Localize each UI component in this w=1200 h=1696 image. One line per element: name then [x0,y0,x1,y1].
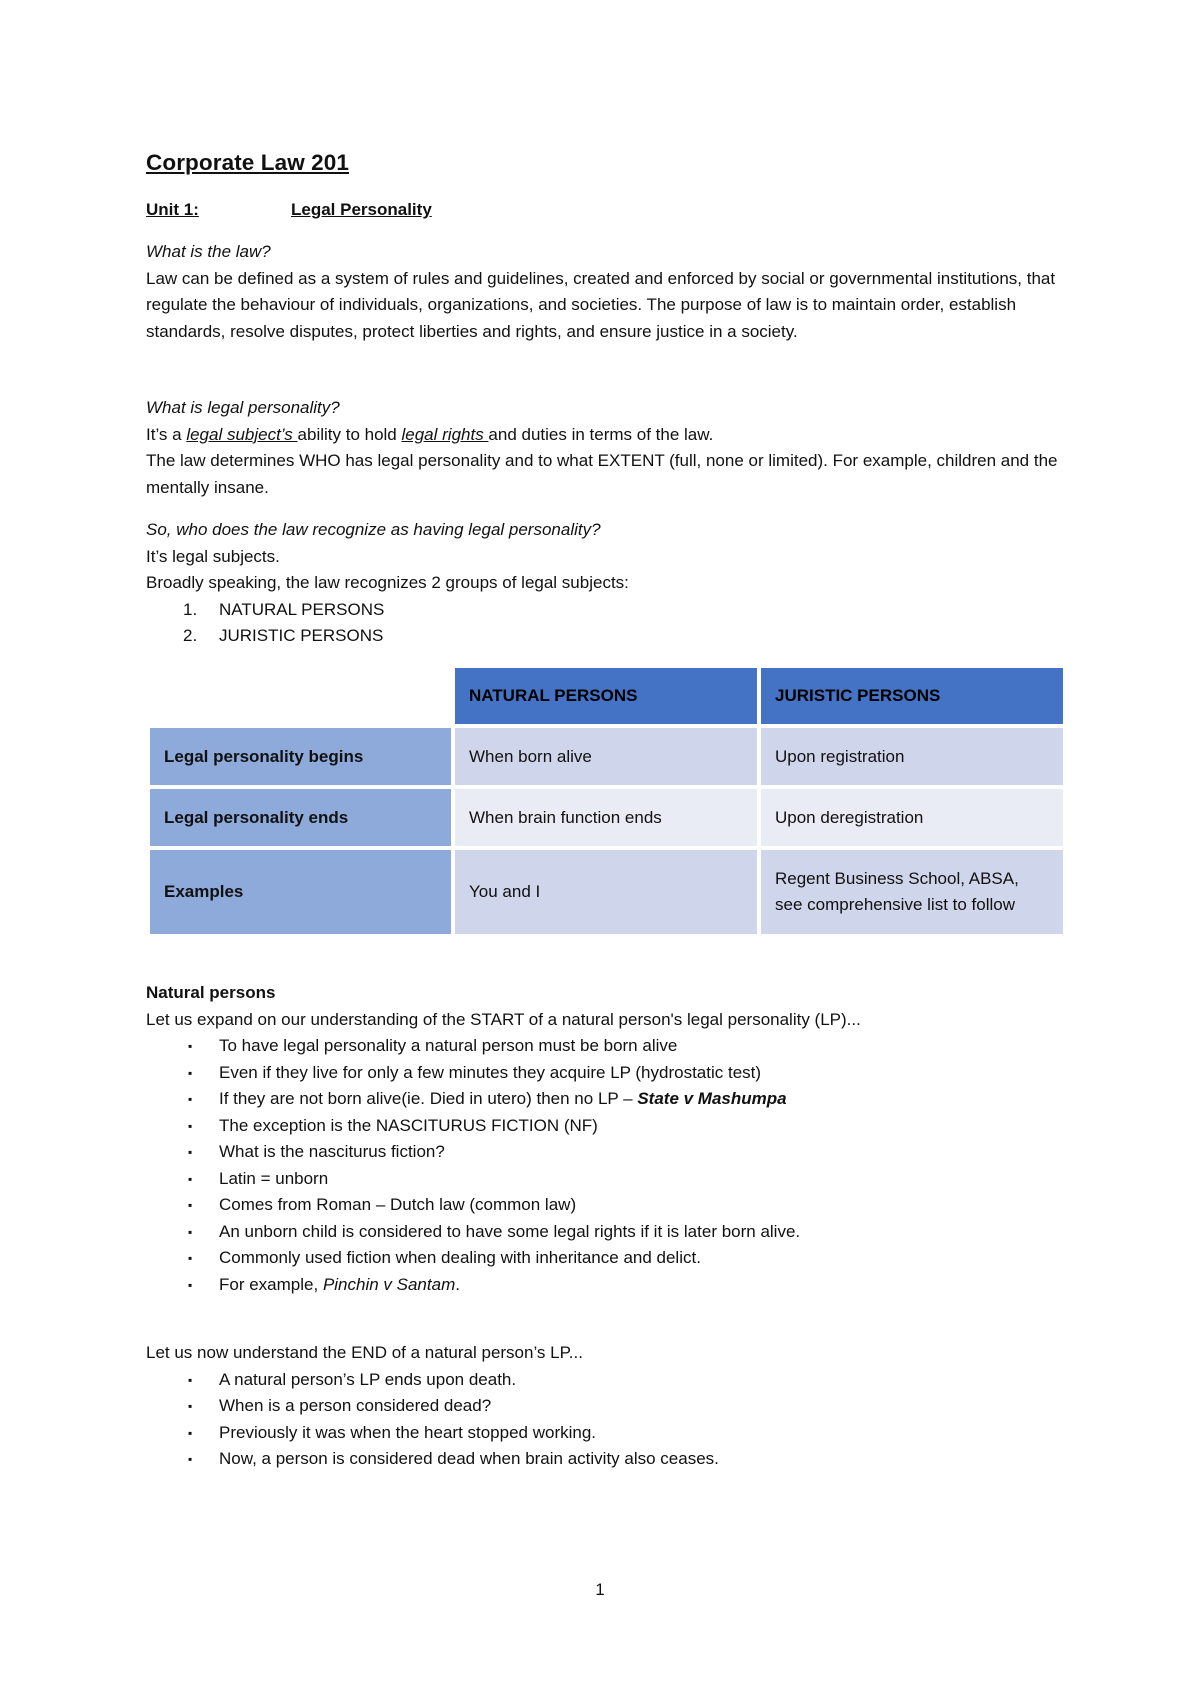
list-item [146,1139,1066,1166]
end-intro: Let us now understand the END of a natural person’s LP... [146,1343,583,1362]
case-citation: State v Mashumpa [637,1089,787,1108]
lp-text: ability to hold [297,424,402,444]
table-header-natural: NATURAL PERSONS [455,668,757,724]
section-legal-subjects [146,517,1066,650]
groups-list [146,597,1066,650]
table-cell: When born alive [455,728,757,785]
lp-text: and duties in terms of the law. [488,424,714,444]
list-text: Even if they live for only a few minutes they acquire LP (hydrostatic test) [219,1062,762,1082]
lp-extent: The law determines WHO has legal personality and to what EXTENT (full, none or limited). For example, children and the mentally insane. [146,451,1058,497]
bullet-icon: ▪ [188,1251,193,1265]
list-item [146,1219,1066,1246]
case-citation: Pinchin v Santam [322,1274,456,1294]
bullet-icon: ▪ [188,1224,193,1239]
list-text: For example, [219,1274,323,1294]
legal-rights-term: legal rights [401,424,489,444]
list-text: A natural person’s LP ends upon death. [219,1369,517,1389]
table-header-row [150,668,1063,724]
table-cell: Regent Business School, ABSA, see comprehensive list to follow [761,850,1063,934]
list-text: Commonly used fiction when dealing with inheritance and delict. [219,1248,701,1267]
table-header-empty [150,668,451,724]
row-header: Legal personality ends [150,789,451,846]
bullet-icon: ▪ [188,1452,193,1466]
list-item [146,1272,1066,1299]
legal-personality-table [146,664,1067,938]
row-header: Examples [150,850,451,934]
list-item [146,1060,1066,1087]
list-text: . [455,1274,460,1294]
list-text: Previously it was when the heart stopped working. [219,1422,597,1442]
bullet-icon: ▪ [188,1065,193,1080]
lp-definition [146,422,1066,449]
table-row [150,728,1063,785]
list-number: 1. [183,599,198,619]
list-text: JURISTIC PERSONS [219,626,384,645]
section-legal-personality [146,395,1066,501]
section-natural-persons [146,980,1066,1298]
list-text: Now, a person is considered dead when brain activity also ceases. [219,1449,719,1468]
list-text: When is a person considered dead? [219,1396,492,1415]
end-bullet-list [146,1367,1066,1473]
subjects-line-2: Broadly speaking, the law recognizes 2 groups of legal subjects: [146,573,629,592]
table-cell: Upon registration [761,728,1063,785]
unit-title: Legal Personality [291,200,432,219]
list-text: Latin = unborn [219,1168,329,1188]
list-item [146,1393,1066,1420]
bullet-icon: ▪ [188,1425,193,1440]
list-text: The exception is the NASCITURUS FICTION (NF) [219,1115,598,1135]
start-bullet-list [146,1033,1066,1298]
section-end-of-lp [146,1340,1066,1473]
legal-subject-term: legal subject’s [186,424,298,444]
list-item [146,1166,1066,1193]
row-header: Legal personality begins [150,728,451,785]
table-row [150,850,1063,934]
unit-label: Unit 1: [146,200,199,219]
bullet-icon: ▪ [188,1399,193,1413]
subjects-line-1: It’s legal subjects. [146,546,280,566]
table-cell: You and I [455,850,757,934]
table-header-juristic: JURISTIC PERSONS [761,668,1063,724]
bullet-icon: ▪ [188,1372,193,1387]
question-who-recognized: So, who does the law recognize as having legal personality? [146,520,601,539]
list-item [146,1113,1066,1140]
list-item [146,623,1066,650]
bullet-icon: ▪ [188,1277,193,1292]
natural-persons-heading: Natural persons [146,983,276,1002]
section-what-is-law [146,239,1066,345]
bullet-icon: ▪ [188,1145,193,1159]
bullet-icon: ▪ [188,1039,193,1053]
unit-heading [146,200,432,220]
law-definition: Law can be defined as a system of rules and guidelines, created and enforced by social or governmental institutions, that regulate the behaviour of individuals, organizations, and societies. The purpose of law is to maintain order, establish standards, resolve disputes, protect liberties and rights, and ensure justice in a society. [146,268,1056,341]
list-item [146,1033,1066,1060]
list-item [146,1086,1066,1113]
question-what-is-law: What is the law? [146,242,271,261]
bullet-icon: ▪ [188,1171,193,1186]
bullet-icon: ▪ [188,1198,193,1212]
table-cell: Upon deregistration [761,789,1063,846]
list-item [146,1446,1066,1473]
document-title: Corporate Law 201 [146,150,350,175]
list-text: What is the nasciturus fiction? [219,1142,445,1161]
list-text: To have legal personality a natural person must be born alive [219,1036,678,1055]
list-item [146,1420,1066,1447]
natural-intro: Let us expand on our understanding of the START of a natural person's legal personality (LP)... [146,1009,861,1029]
list-item [146,1367,1066,1394]
list-text: An unborn child is considered to have some legal rights if it is later born alive. [219,1221,801,1241]
bullet-icon: ▪ [188,1092,193,1106]
list-number: 2. [183,626,198,645]
list-item [146,597,1066,624]
table-row [150,789,1063,846]
list-text: NATURAL PERSONS [219,599,385,619]
lp-text: It’s a [146,424,187,444]
list-text: Comes from Roman – Dutch law (common law) [219,1195,577,1214]
table-cell: When brain function ends [455,789,757,846]
bullet-icon: ▪ [188,1118,193,1133]
list-text: If they are not born alive(ie. Died in utero) then no LP – [219,1089,638,1108]
page-number: 1 [595,1580,605,1599]
list-item [146,1192,1066,1219]
list-item [146,1245,1066,1272]
question-legal-personality: What is legal personality? [146,398,340,417]
